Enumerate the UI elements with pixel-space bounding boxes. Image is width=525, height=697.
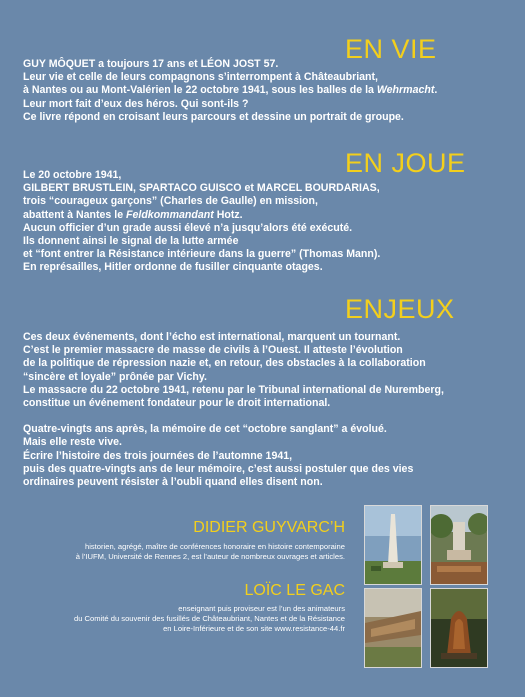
text-line [23, 58, 513, 71]
text-segment: Le massacre du 22 octobre 1941, retenu par le Tribunal international de Nuremberg, [23, 383, 444, 396]
text-line [23, 450, 513, 463]
text-segment: ordinaires peuvent résister à l’oubli quand elles disent non. [23, 476, 323, 489]
heading-en-joue: EN JOUE [345, 148, 466, 178]
italic-term: Wehrmacht [376, 84, 435, 97]
paragraph-enjeux [23, 331, 513, 489]
text-segment: constitue un événement fondateur pour le droit international. [23, 397, 331, 410]
text-segment: Quatre-vingts ans après, la mémoire de cet “octobre sanglant” a évolué. [23, 423, 387, 436]
author-bio-le-gac [15, 604, 345, 634]
memorial-bell-sculpture-photo [430, 588, 488, 668]
memorial-wall-photo [364, 588, 422, 668]
text-segment: En représailles, Hitler ordonne de fusiller cinquante otages. [23, 261, 323, 274]
text-line [23, 331, 513, 344]
text-line [23, 209, 513, 222]
bio-line: enseignant puis proviseur est l’un des animateurs [178, 604, 345, 613]
text-segment: Ces deux événements, dont l’écho est international, marquent un tournant. [23, 331, 401, 343]
text-line [23, 261, 513, 274]
bio-line: du Comité du souvenir des fusillés de Châteaubriant, Nantes et de la Résistance [74, 614, 345, 623]
heading-en-vie: EN VIE [345, 34, 437, 64]
text-segment: puis des quatre-vingts ans de leur mémoire, c’est aussi postuler que des vies [23, 462, 414, 475]
paragraph-gap [23, 410, 513, 423]
author-bio-guyvarch [15, 542, 345, 562]
text-segment: GUY MÔQUET a toujours 17 ans et LÉON JOST 57. [23, 58, 279, 70]
bio-line: en Loire-Inférieure et de son site www.resistance-44.fr [163, 624, 345, 633]
text-segment: C’est le premier massacre de masse de civils à l’Ouest. Il atteste l’évolution [23, 344, 403, 357]
memorial-column-photo [364, 505, 422, 585]
text-line [23, 222, 513, 235]
text-segment: Leur mort fait d’eux des héros. Qui sont-ils ? [23, 97, 249, 110]
text-segment: de la politique de répression nazie et, en retour, des obstacles à la collaboration [23, 357, 426, 370]
text-line [23, 98, 513, 111]
text-line [23, 169, 513, 182]
text-line [23, 195, 513, 208]
text-segment: Ils donnent ainsi le signal de la lutte armée [23, 235, 239, 248]
italic-term: Feldkommandant [126, 208, 214, 221]
text-line [23, 423, 513, 436]
text-line [23, 384, 513, 397]
text-segment: Aucun officier d’un grade aussi élevé n’a jusqu’alors été exécuté. [23, 221, 353, 234]
text-segment: . [434, 84, 438, 97]
text-line [23, 111, 513, 124]
text-segment: à Nantes ou au Mont-Valérien le 22 octobre 1941, sous les balles de la [23, 84, 377, 97]
text-segment: Leur vie et celle de leurs compagnons s’interrompent à Châteaubriant, [23, 71, 378, 84]
heading-enjeux: ENJEUX [345, 294, 455, 324]
author-name-le-gac: LOÏC LE GAC [244, 582, 345, 599]
text-line [23, 357, 513, 370]
text-segment: trois “courageux garçons” (Charles de Gaulle) en mission, [23, 195, 318, 208]
paragraph-en-joue [23, 169, 513, 275]
text-segment: Ce livre répond en croisant leurs parcours et dessine un portrait de groupe. [23, 110, 404, 123]
text-segment: Le 20 octobre 1941, [23, 169, 122, 181]
bio-line: à l’IUFM, Université de Rennes 2, est l’auteur de nombreux ouvrages et articles. [75, 552, 345, 561]
text-segment: abattent à Nantes le [23, 208, 127, 221]
author-name-guyvarch: DIDIER GUYVARC’H [193, 519, 345, 536]
text-segment: Hotz. [213, 208, 243, 221]
text-line [23, 71, 513, 84]
text-segment: et “font entrer la Résistance intérieure dans la guerre” (Thomas Mann). [23, 248, 381, 261]
text-segment: “sincère et loyale” prônée par Vichy. [23, 370, 207, 383]
text-line [23, 371, 513, 384]
memorial-statues-photo [430, 505, 488, 585]
text-segment: Mais elle reste vive. [23, 436, 122, 449]
text-line [23, 463, 513, 476]
text-line [23, 84, 513, 97]
bio-line: historien, agrégé, maître de conférences honoraire en histoire contemporaine [84, 542, 345, 551]
text-line [23, 397, 513, 410]
text-line [23, 344, 513, 357]
paragraph-en-vie [23, 58, 513, 124]
text-segment: GILBERT BRUSTLEIN, SPARTACO GUISCO et MARCEL BOURDARIAS, [23, 182, 380, 195]
text-line [23, 248, 513, 261]
text-line [23, 476, 513, 489]
text-segment: Écrire l’histoire des trois journées de l’automne 1941, [23, 449, 293, 462]
text-line [23, 182, 513, 195]
text-line [23, 436, 513, 449]
text-line [23, 235, 513, 248]
